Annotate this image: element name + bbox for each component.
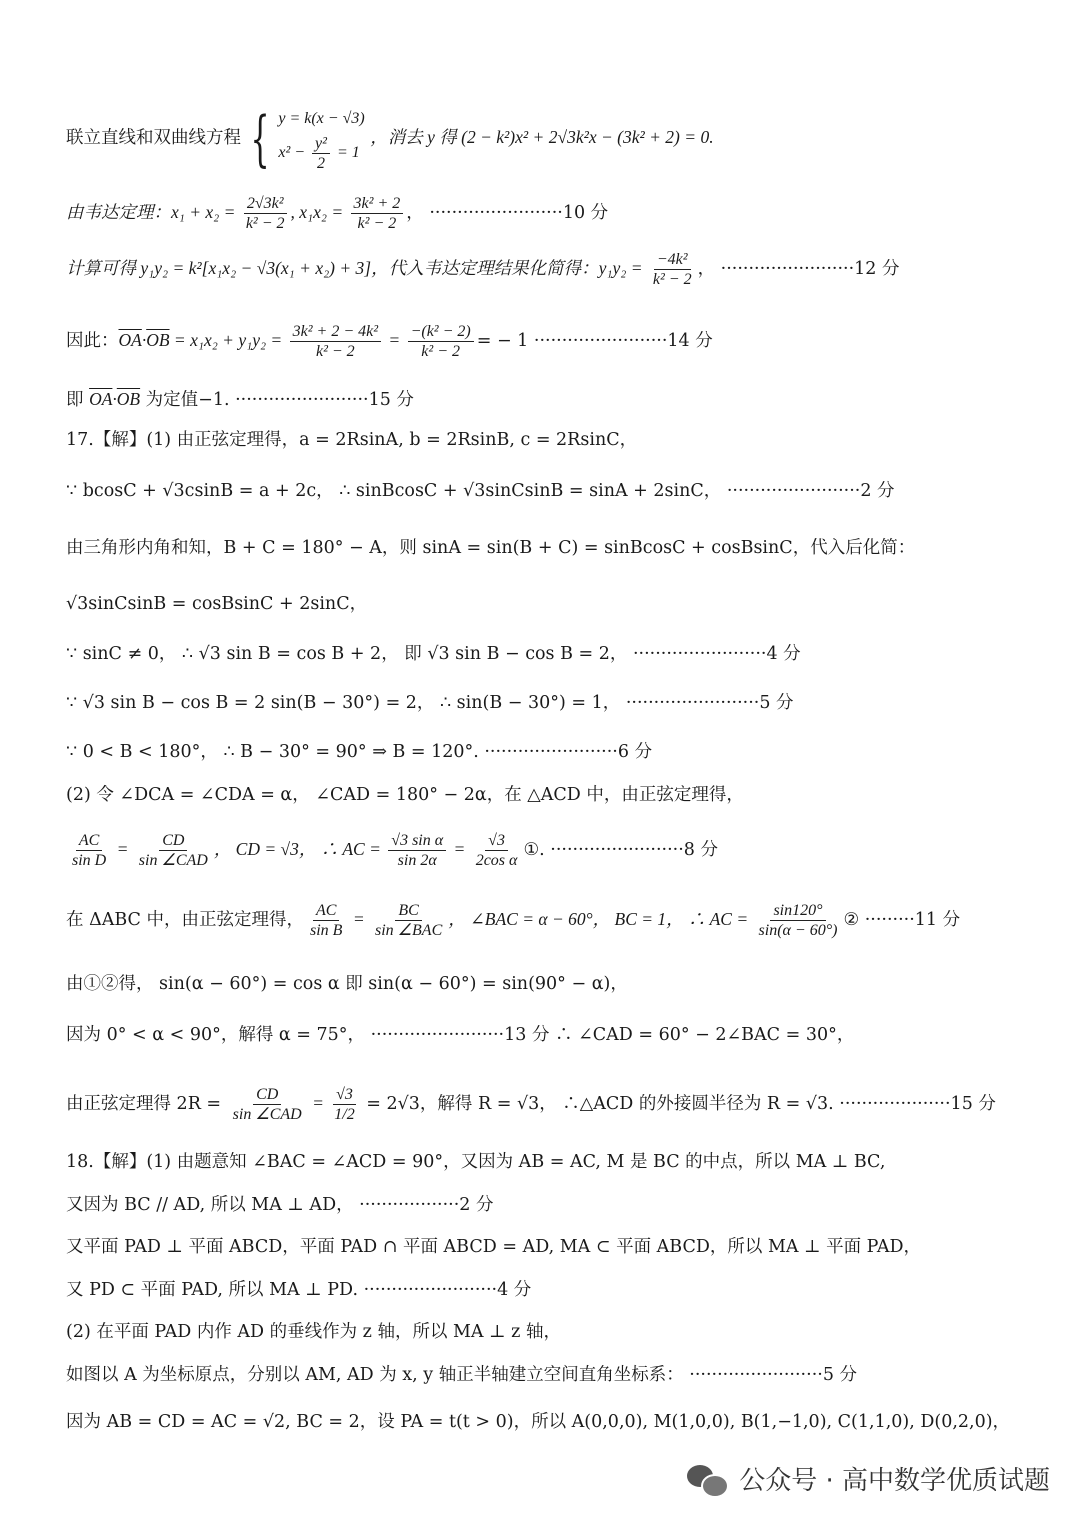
watermark [685, 1460, 1050, 1497]
eq-line-11: ∵ 0 < B < 180°， ∴ B − 30° = 90° ⇒ B = 120°. ························6 分 [66, 742, 653, 762]
eq-line-12: (2) 令 ∠DCA = ∠CDA = α， ∠CAD = 180° − 2α，在 △ACD 中，由正弦定理得， [66, 785, 744, 805]
eq-line-1: 由韦达定理：x₁ + x₂ = $\frac{\text{2√3k²}}{\text{k² − 2}}$ , x₁x₂ = $\frac{\text{3k² + 2}}{\text{k² − 2}}$ ， ························10 分 [66, 195, 609, 232]
fraction: $\frac{\text{3k² + 2 − 4k²}}{\text{k² − 2}}$ [290, 322, 381, 361]
eq-line-0 [66, 104, 714, 173]
system-eq-2: x² − $\frac{\text{y²}}{2}$ = 1 [278, 135, 360, 172]
eq-line-24: 因为 AB = CD = AC = √2, BC = 2，设 PA = t(t > 0)，所以 A(0,0,0), M(1,0,0), B(1,−1,0), C(1,1,0), D(0,2,0)， [66, 1412, 1011, 1432]
wechat-icon [685, 1461, 729, 1497]
eq-line-21: 又 PD ⊂ 平面 PAD, 所以 MA ⊥ PD. ························4 分 [66, 1280, 532, 1300]
text-segment: 联立直线和双曲线方程 [66, 128, 241, 148]
eq-line-22: (2) 在平面 PAD 内作 AD 的垂线作为 z 轴，所以 MA ⊥ z 轴， [66, 1322, 561, 1342]
eq-line-2: 计算可得 y₁y₂ = k²[x₁x₂ − √3(x₁ + x₂) + 3]，代入韦达定理结果化简得：y₁y₂ = $\frac{\text{−4k²}}{\text{k² − 2}}$ ， ························12 分 [66, 251, 900, 288]
eq-line-8: √3sinCsinB = cosBsinC + 2sinC， [66, 594, 368, 614]
eq-line-6: ∵ bcosC + √3csinB = a + 2c， ∴ sinBcosC + √3sinCsinB = sinA + 2sinC， ························2 分 [66, 481, 895, 501]
text-segment: ，消去 y 得 (2 − k²)x² + 2√3k²x − (3k² + 2) = 0. [370, 127, 714, 147]
fraction: $\frac{\text{2√3k²}}{\text{k² − 2}}$ [245, 195, 285, 232]
eq-line-10: ∵ √3 sin B − cos B = 2 sin(B − 30°) = 2， ∴ sin(B − 30°) = 1， ························5 分 [66, 693, 794, 713]
eq-line-16: 因为 0° < α < 90°，解得 α = 75°， ························13 分 ∴ ∠CAD = 60° − 2∠BAC = 30°， [66, 1025, 855, 1045]
eq-line-18: 18.【解】(1) 由题意知 ∠BAC = ∠ACD = 90°，又因为 AB = AC, M 是 BC 的中点，所以 MA ⊥ BC, [66, 1152, 886, 1172]
eq-line-17: 由正弦定理得 2R = $\frac{CD}{\text{sin ∠CAD}}$ = $\frac{√3}{1/2}$ = 2√3，解得 R = √3， ∴△ACD 的外接圆半径为 R = √3. ····················15 分 [66, 1086, 996, 1123]
system-eq-1: y = k(x − √3) [278, 110, 365, 127]
fraction: $\frac{\text{−4k²}}{\text{k² − 2}}$ [652, 251, 692, 288]
brace-symbol: { [250, 103, 270, 174]
eq-line-14: 在 ΔABC 中，由正弦定理得， $\frac{AC}{\text{sin B}}$ = $\frac{BC}{\text{sin ∠BAC}}$ ， ∠BAC = α − 60°， BC = 1， ∴ AC = $\frac{\sin 120^\circ}{\sin(\alpha - 60^\circ)}$ ② ·········11 分 [66, 902, 961, 939]
fraction: $\frac{\text{3k² + 2}}{\text{k² − 2}}$ [351, 194, 404, 233]
eq-line-13: $\frac{AC}{\text{sin D}}$ = $\frac{CD}{\text{sin ∠CAD}}$ ， CD = √3， ∴ AC = $\frac{\text{√3 sin α}}{\sin 2\alpha}$ = $\frac{√3}{\text{2cos α}}$ ①. ························8 分 [72, 832, 718, 869]
fraction: $\frac{\text{−(k² − 2)}}{\text{k² − 2}}$ [408, 322, 474, 361]
eq-line-7: 由三角形内角和知，B + C = 180° − A，则 sinA = sin(B + C) = sinBcosC + cosBsinC，代入后化简： [66, 538, 916, 558]
eq-line-9: ∵ sinC ≠ 0， ∴ √3 sin B = cos B + 2， 即 √3 sin B − cos B = 2， ························4 分 [66, 644, 801, 664]
eq-line-4: 即 $\overline{OA}\cdot\overline{OB}$ 为定值−1. ························15 分 [66, 389, 414, 410]
eq-line-20: 又平面 PAD ⊥ 平面 ABCD，平面 PAD ∩ 平面 ABCD = AD, MA ⊂ 平面 ABCD，所以 MA ⊥ 平面 PAD， [66, 1237, 921, 1257]
equation-system [278, 104, 364, 173]
eq-line-23: 如图以 A 为坐标原点，分别以 AM, AD 为 x, y 轴正半轴建立空间直角坐标系： ························5 分 [66, 1365, 858, 1385]
eq-line-15: 由①②得， sin(α − 60°) = cos α 即 sin(α − 60°) = sin(90° − α)， [66, 974, 628, 994]
watermark-text: 公众号 · 高中数学优质试题 [739, 1466, 1050, 1496]
eq-line-3: 因此：$\overline{OA}\cdot\overline{OB} = x_1x_2 + y_1y_2$ = $\frac{\text{3k² + 2 − 4k²}}{\text{k² − 2}}$ = $\frac{\text{−(k² − 2)}}{\text{k² − 2}}$ = − 1 ························14 分 [66, 323, 713, 360]
eq-line-19: 又因为 BC // AD, 所以 MA ⊥ AD， ··················2 分 [66, 1195, 494, 1215]
eq-line-5: 17.【解】(1) 由正弦定理得，a = 2RsinA, b = 2RsinB, c = 2RsinC， [66, 430, 638, 450]
